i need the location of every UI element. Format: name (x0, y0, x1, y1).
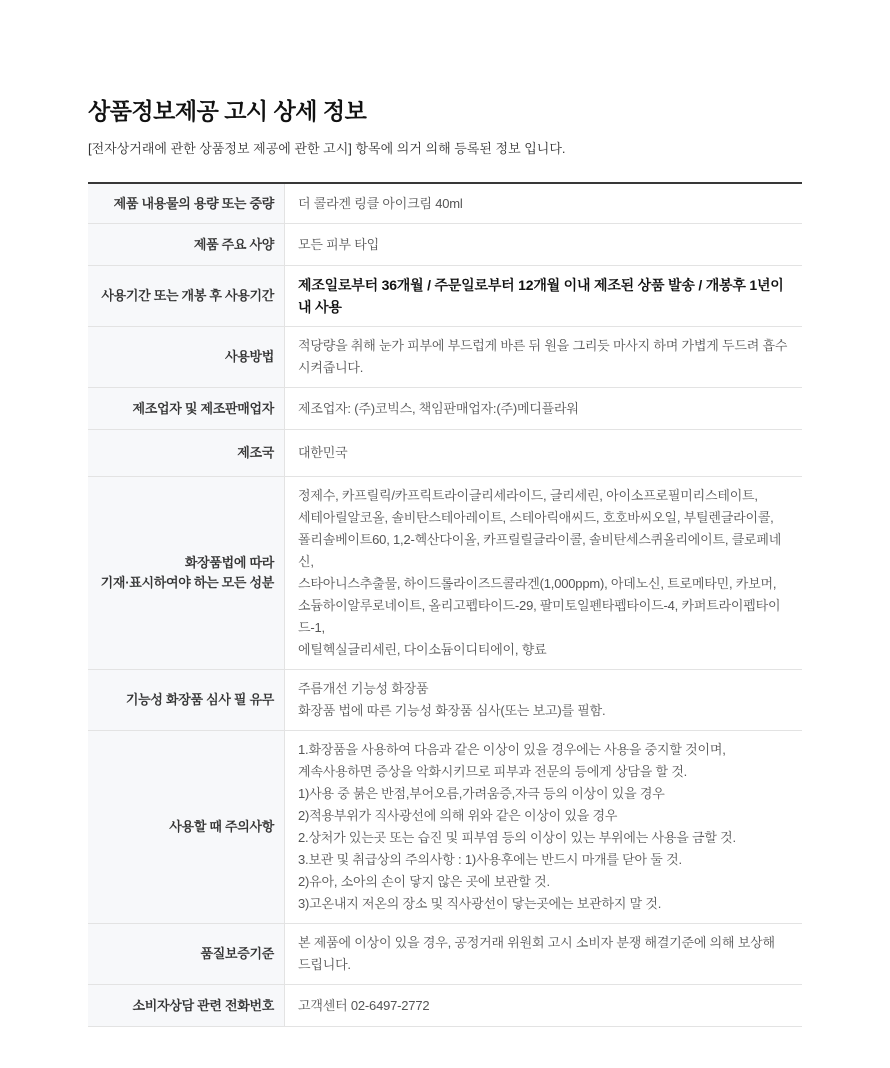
row-label (88, 430, 285, 476)
text-line: 모든 피부 타입 (298, 236, 379, 252)
row-label (88, 266, 285, 326)
text-line: 정제수, 카프릴릭/카프릭트라이글리세라이드, 글리세린, 아이소프로필미리스테이트, (298, 488, 758, 503)
table-row (88, 924, 802, 985)
text-line: 소듐하이알루로네이트, 올리고펩타이드-29, 팔미토일펜타펩타이드-4, 카퍼트라이펩타이드-1, (298, 598, 781, 635)
text-line: 2.상처가 있는곳 또는 습진 및 피부염 등의 이상이 있는 부위에는 사용을 금할 것. (298, 830, 736, 845)
table-row (88, 224, 802, 266)
row-label (88, 924, 285, 984)
table-row (88, 670, 802, 731)
row-value (285, 327, 802, 387)
text-line: 에틸헥실글리세린, 다이소듐이디티에이, 향료 (298, 642, 547, 657)
text-line: 화장품법에 따라 (184, 555, 274, 570)
text-line: 제조일로부터 36개월 / 주문일로부터 12개월 이내 제조된 상품 발송 / 개봉후 1년이내 사용 (298, 277, 784, 315)
text-line: 제조국 (237, 445, 274, 460)
text-line: 고객센터 02-6497-2772 (298, 997, 430, 1013)
row-value (285, 184, 802, 223)
row-value (285, 924, 802, 984)
row-label (88, 731, 285, 923)
table-row (88, 327, 802, 388)
text-line: 소비자상담 관련 전화번호 (132, 997, 274, 1013)
row-value (285, 224, 802, 265)
table-row (88, 430, 802, 477)
text-line: 폴리솔베이트60, 1,2-헥산다이올, 카프릴릴글라이콜, 솔비탄세스퀴올리에이트, 클로페네신, (298, 532, 782, 569)
row-label (88, 184, 285, 223)
text-line: 사용할 때 주의사항 (169, 819, 274, 834)
text-line: 적당량을 취해 눈가 피부에 부드럽게 바른 뒤 원을 그리듯 마사지 하며 가볍게 두드려 흡수시켜줍니다. (298, 338, 788, 375)
table-row (88, 184, 802, 224)
text-line: 스타아니스추출물, 하이드롤라이즈드콜라겐(1,000ppm), 아데노신, 트로메타민, 카보머, (298, 576, 777, 591)
row-value (285, 477, 802, 669)
table-row (88, 266, 802, 327)
text-line: 2)적용부위가 직사광선에 의해 위와 같은 이상이 있을 경우 (298, 808, 618, 823)
text-line: 품질보증기준 (200, 946, 274, 961)
text-line: 기능성 화장품 심사 필 유무 (125, 692, 274, 707)
text-line: 제조업자: (주)코빅스, 책임판매업자:(주)메디플라워 (298, 400, 579, 416)
row-value (285, 430, 802, 476)
row-value (285, 985, 802, 1026)
row-value (285, 388, 802, 429)
row-value (285, 731, 802, 923)
product-info-table (88, 182, 802, 1027)
text-line: 사용방법 (224, 349, 274, 364)
text-line: 기재·표시하여야 하는 모든 성분 (100, 575, 274, 590)
text-line: 대한민국 (298, 445, 348, 460)
text-line: 화장품 법에 따른 기능성 화장품 심사(또는 보고)를 필함. (298, 703, 606, 718)
text-line: 2)유아, 소아의 손이 닿지 않은 곳에 보관할 것. (298, 874, 550, 889)
text-line: 더 콜라겐 링클 아이크림 40ml (298, 195, 463, 211)
table-row (88, 985, 802, 1027)
table-row (88, 731, 802, 924)
row-label (88, 224, 285, 265)
text-line: 본 제품에 이상이 있을 경우, 공정거래 위원회 고시 소비자 분쟁 해결기준에 의해 보상해 드립니다. (298, 935, 775, 972)
text-line: 제조업자 및 제조판매업자 (132, 400, 274, 416)
text-line: 주름개선 기능성 화장품 (298, 681, 429, 696)
row-label (88, 985, 285, 1026)
text-line: 제품 주요 사양 (193, 236, 274, 252)
text-line: 1)사용 중 붉은 반점,부어오름,가려움증,자극 등의 이상이 있을 경우 (298, 786, 665, 801)
text-line: 1.화장품을 사용하여 다음과 같은 이상이 있을 경우에는 사용을 중지할 것이며, (298, 742, 726, 757)
text-line: 사용기간 또는 개봉 후 사용기간 (101, 288, 274, 303)
table-row (88, 388, 802, 430)
text-line: 제품 내용물의 용량 또는 중량 (113, 195, 274, 211)
row-label (88, 477, 285, 669)
row-value (285, 670, 802, 730)
text-line: 3.보관 및 취급상의 주의사항 : 1)사용후에는 반드시 마개를 닫아 둘 것. (298, 852, 682, 867)
text-line: 계속사용하면 증상을 악화시키므로 피부과 전문의 등에게 상담을 할 것. (298, 764, 688, 779)
product-info-page (88, 96, 802, 1027)
row-value (285, 266, 802, 326)
text-line: 3)고온내지 저온의 장소 및 직사광선이 닿는곳에는 보관하지 말 것. (298, 896, 662, 911)
table-row (88, 477, 802, 670)
text-line: 세테아릴알코올, 솔비탄스테아레이트, 스테아릭애씨드, 호호바씨오일, 부틸렌글라이콜, (298, 510, 774, 525)
row-label (88, 388, 285, 429)
row-label (88, 670, 285, 730)
row-label (88, 327, 285, 387)
page-title: 상품정보제공 고시 상세 정보 (88, 98, 367, 124)
page-subtitle: [전자상거래에 관한 상품정보 제공에 관한 고시] 항목에 의거 의해 등록된 정보 입니다. (88, 141, 566, 156)
